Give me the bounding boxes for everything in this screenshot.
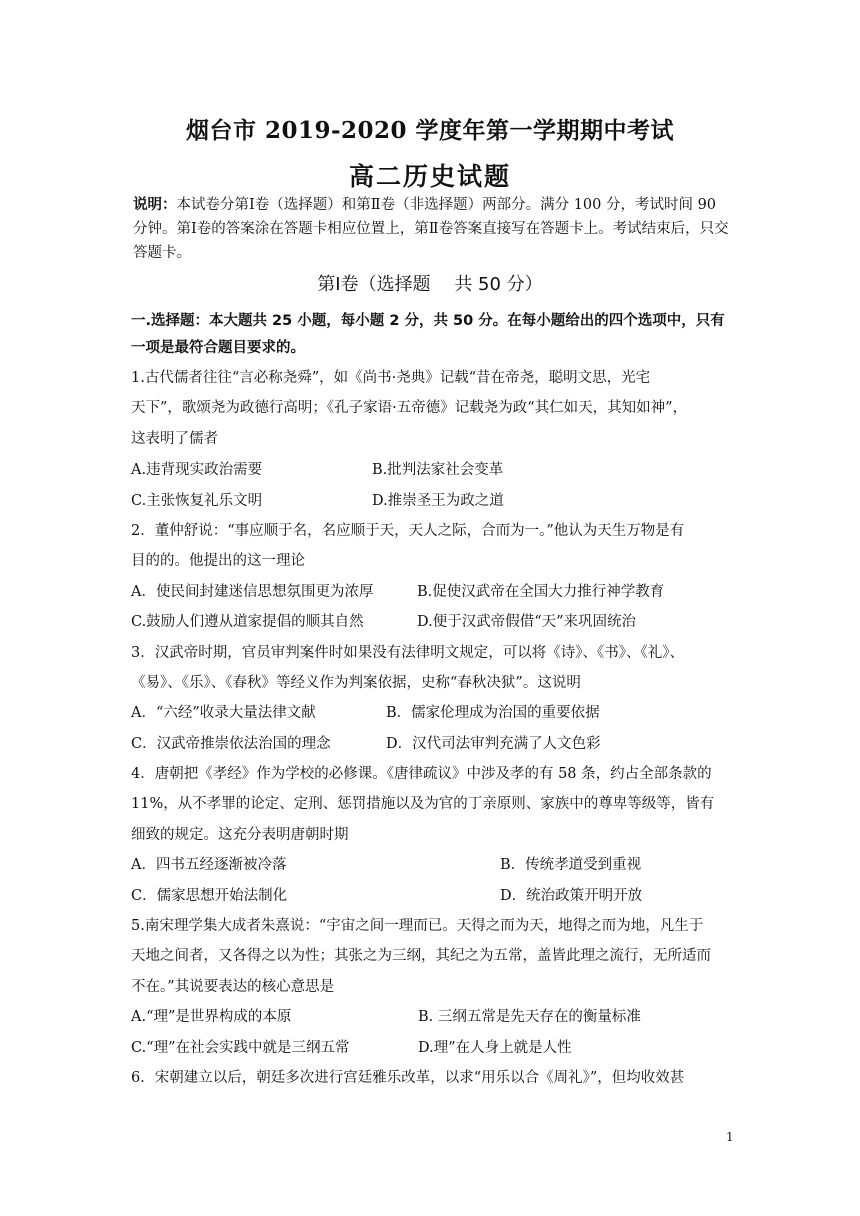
question-4-option-d: D．统治政策开明开放 <box>500 888 643 904</box>
question-5-option-b: B. 三纲五常是先天存在的衡量标准 <box>418 1009 641 1025</box>
note-text: 本试卷分第Ⅰ卷（选择题）和第Ⅱ卷（非选择题）两部分。满分 100 分，考试时间 90 分钟。第Ⅰ卷的答案涂在答题卡相应位置上，第Ⅱ卷答案直接写在答题卡上。考试结束后，只交答题卡。 <box>133 197 729 261</box>
question-2-option-d: D.便于汉武帝假借“天”来巩固统治 <box>417 614 637 630</box>
question-5-option-d: D.理”在人身上就是人性 <box>418 1040 572 1056</box>
question-1-line-3: 这表明了儒者 <box>131 431 218 447</box>
question-1-option-d: D.推崇圣王为政之道 <box>372 493 504 509</box>
question-3-option-d: D．汉代司法审判充满了人文色彩 <box>386 736 601 752</box>
question-1-option-a: A.违背现实政治需要 <box>131 462 263 478</box>
question-5-option-c: C.“理”在社会实践中就是三纲五常 <box>131 1040 350 1056</box>
question-4-option-b: B．传统孝道受到重视 <box>500 857 642 873</box>
question-3-line-1: 3．汉武帝时期，官员审判案件时如果没有法律明文规定，可以将《诗》、《书》、《礼》、 <box>131 645 684 661</box>
question-3-option-c: C．汉武帝推崇依法治国的理念 <box>131 736 331 752</box>
exam-title: 烟台市 2019-2020 学度年第一学期期中考试 <box>185 117 675 144</box>
question-5-line-1: 5.南宋理学集大成者朱熹说：“宇宙之间一理而已。天得之而为天，地得之而为地，凡生于 <box>131 918 704 934</box>
question-4-option-c: C．儒家思想开始法制化 <box>131 888 288 904</box>
exam-instructions <box>133 193 733 265</box>
question-5-option-a: A.“理”是世界构成的本原 <box>131 1009 292 1025</box>
question-2-line-2: 目的的。他提出的这一理论 <box>131 553 305 569</box>
question-5-line-3: 不在。”其说要表达的核心意思是 <box>131 979 335 995</box>
question-4-option-a: A．四书五经逐渐被冷落 <box>131 857 287 873</box>
question-1-option-b: B.批判法家社会变革 <box>372 462 504 478</box>
question-1-option-c: C.主张恢复礼乐文明 <box>131 493 263 509</box>
question-1-line-2: 天下”，歌颂尧为政德行高明；《孔子家语·五帝德》记载尧为政“其仁如天，其知如神”， <box>131 400 688 416</box>
question-4-line-1: 4．唐朝把《孝经》作为学校的必修课。《唐律疏议》中涉及孝的有 58 条，约占全部条款的 <box>131 766 712 782</box>
question-5-line-2: 天地之间者，又各得之以为性；其张之为三纲，其纪之为五常，盖皆此理之流行，无所适而 <box>131 948 711 964</box>
question-1-line-1: 1.古代儒者往往“言必称尧舜”，如《尚书·尧典》记载“昔在帝尧，聪明文思，光宅 <box>131 370 651 386</box>
question-2-line-1: 2．董仲舒说：“事应顺于名，名应顺于天，天人之际，合而为一。”他认为天生万物是有 <box>131 523 685 539</box>
question-3-option-a: A．“六经”收录大量法律文献 <box>131 705 316 721</box>
question-2-option-b: B.促使汉武帝在全国大力推行神学教育 <box>417 584 665 600</box>
question-3-line-2: 《易》、《乐》、《春秋》等经义作为判案依据，史称“春秋决狱”。这说明 <box>131 675 581 691</box>
section-title: 第Ⅰ卷（选择题 共 50 分） <box>317 274 543 295</box>
section-instruction: 一.选择题：本大题共 25 小题，每小题 2 分，共 50 分。在每小题给出的四个选项中，只有一项是最符合题目要求的。 <box>131 313 725 356</box>
question-6-line-1: 6．宋朝建立以后，朝廷多次进行宫廷雅乐改革，以求“用乐以合《周礼》”，但均收效甚 <box>131 1070 685 1086</box>
question-2-option-c: C.鼓励人们遵从道家提倡的顺其自然 <box>131 614 364 630</box>
question-4-line-2: 11%，从不孝罪的论定、定刑、惩罚措施以及为官的丁亲原则、家族中的尊卑等级等，皆有 <box>131 796 715 812</box>
page-number: 1 <box>726 1130 734 1144</box>
question-4-line-3: 细致的规定。这充分表明唐朝时期 <box>131 827 349 843</box>
question-3-option-b: B．儒家伦理成为治国的重要依据 <box>386 705 600 721</box>
question-2-option-a: A．使民间封建迷信思想氛围更为浓厚 <box>131 584 374 600</box>
note-label: 说明： <box>133 196 177 213</box>
exam-subtitle: 高二历史试题 <box>348 162 511 191</box>
